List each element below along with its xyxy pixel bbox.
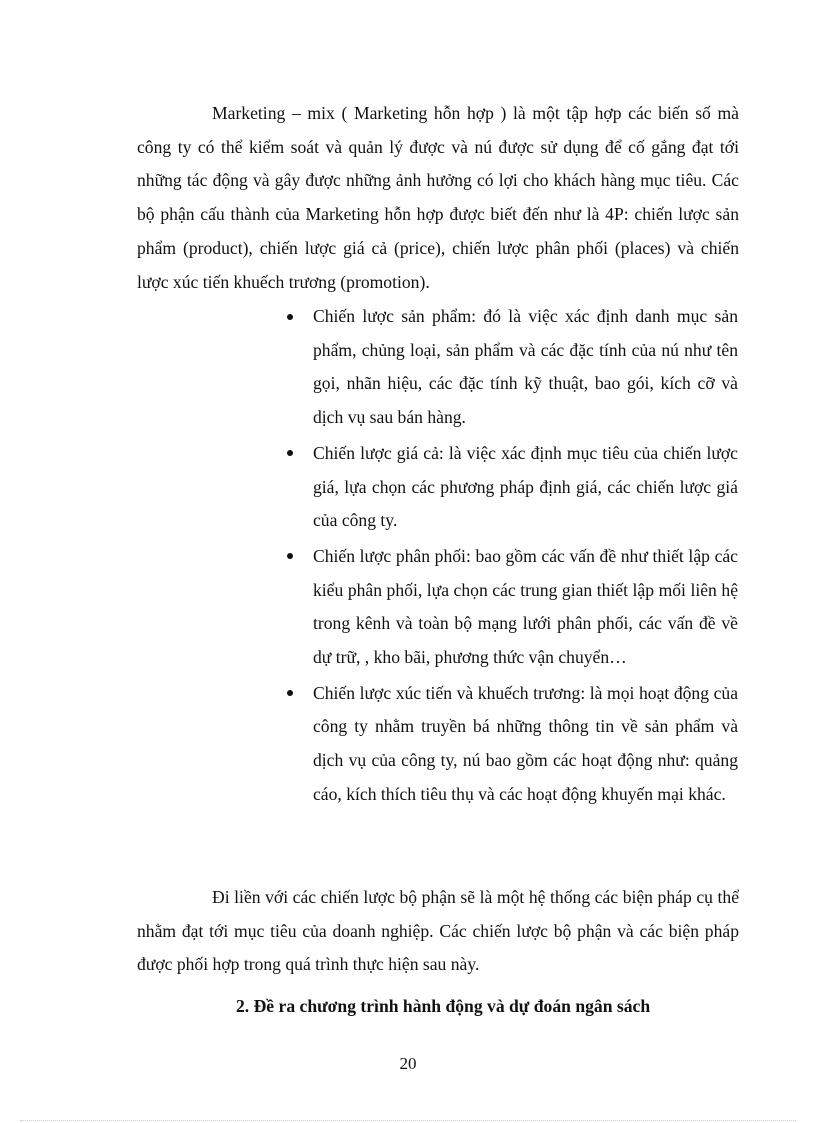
strategy-bullet-list	[313, 300, 738, 813]
page-bottom-divider	[20, 1120, 796, 1121]
bullet-icon	[287, 300, 294, 333]
bullet-icon	[287, 437, 294, 470]
closing-paragraph: Đi liền với các chiến lược bộ phận sẽ là một hệ thống các biện pháp cụ thể nhằm đạt tới mục tiêu của doanh nghiệp. Các chiến lược bộ phận và các biện pháp được phối hợp trong quá trình thực hiện sau này.	[137, 887, 739, 975]
section-heading: 2. Đề ra chương trình hành động và dự đoán ngân sách	[236, 996, 651, 1016]
bullet-icon	[287, 677, 294, 710]
bullet-text-price: Chiến lược giá cả: là việc xác định mục tiêu của chiến lược giá, lựa chọn các phương pháp định giá, các chiến lược giá của công ty.	[313, 442, 738, 531]
bullet-item-promotion	[313, 677, 738, 812]
bullet-item-price	[313, 437, 738, 538]
page-number: 20	[399, 1054, 417, 1073]
bullet-item-place	[313, 540, 738, 675]
bullet-text-product: Chiến lược sản phẩm: đó là việc xác định danh mục sản phẩm, chủng loại, sản phẩm và các đặc tính của nú như tên gọi, nhãn hiệu, các đặc tính kỹ thuật, bao gói, kích cỡ và dịch vụ sau bán hàng.	[313, 306, 738, 428]
bullet-text-place: Chiến lược phân phối: bao gồm các vấn đề như thiết lập các kiểu phân phối, lựa chọn các trung gian thiết lập mối liên hệ trong kênh và toàn bộ mạng lưới phân phối, các vấn đề về dự trữ, , kho bãi, phương thức vận chuyển…	[313, 545, 738, 668]
bullet-icon	[287, 540, 294, 573]
bullet-text-promotion: Chiến lược xúc tiến và khuếch trương: là mọi hoạt động của công ty nhằm truyền bá những thông tin về sản phẩm và dịch vụ của công ty, nú bao gồm các hoạt động như: quảng cáo, kích thích tiêu thụ và các hoạt động khuyến mại khác.	[313, 682, 738, 804]
intro-paragraph: Marketing – mix ( Marketing hỗn hợp ) là một tập hợp các biến số mà công ty có thể kiểm soát và quản lý được và nú được sử dụng để cố gắng đạt tới những tác động và gây được những ảnh hưởng có lợi cho khách hàng mục tiêu. Các bộ phận cấu thành của Marketing hỗn hợp được biết đến như là 4P: chiến lược sản phẩm (product), chiến lược giá cả (price), chiến lược phân phối (places) và chiến lược xúc tiến khuếch trương (promotion).	[137, 103, 739, 292]
bullet-item-product	[313, 300, 738, 435]
